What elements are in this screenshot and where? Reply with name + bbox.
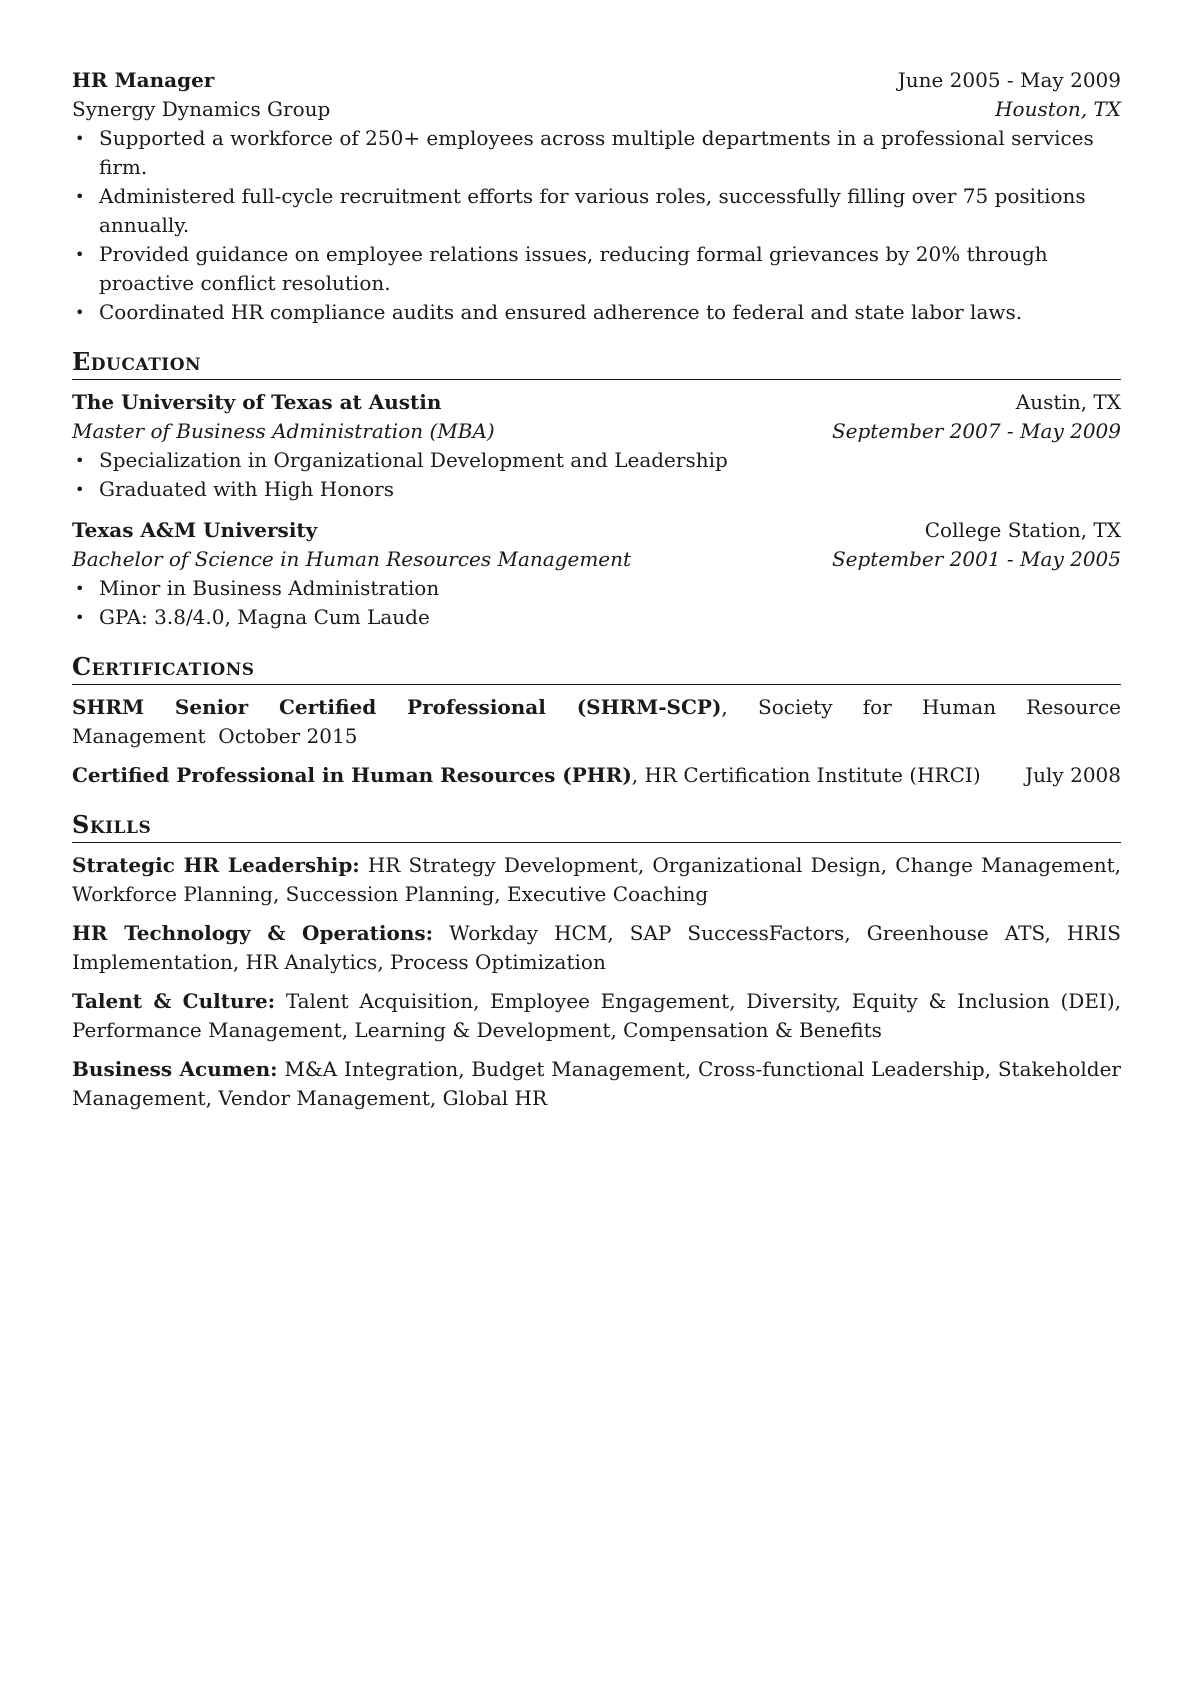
skill-group-text: HR Strategy Development, Organizational Design, Change Management, Workforce Planning, Succession Planning, Executive Coaching bbox=[72, 853, 1121, 906]
list-item: • Provided guidance on employee relations issues, reducing formal grievances by 20% through proactive conflict resolution. bbox=[72, 240, 1121, 298]
school-location: College Station, TX bbox=[924, 518, 1121, 542]
section-heading-skills: Skills bbox=[72, 810, 1121, 843]
education-dates: September 2007 - May 2009 bbox=[831, 419, 1121, 443]
education-section bbox=[72, 347, 1121, 632]
experience-entry bbox=[72, 66, 1121, 327]
skill-group bbox=[72, 1055, 1121, 1113]
job-dates: June 2005 - May 2009 bbox=[897, 68, 1121, 92]
resume-content bbox=[72, 66, 1121, 1123]
skill-group-text: Talent Acquisition, Employee Engagement, Diversity, Equity & Inclusion (DEI), Performance Management, Learning & Development, Compensation & Benefits bbox=[72, 989, 1121, 1042]
skill-group-text: M&A Integration, Budget Management, Cross-functional Leadership, Stakeholder Management, Vendor Management, Global HR bbox=[72, 1057, 1121, 1110]
experience-subheader bbox=[72, 95, 1121, 124]
skill-group bbox=[72, 851, 1121, 909]
list-item: • GPA: 3.8/4.0, Magna Cum Laude bbox=[72, 603, 1121, 632]
school-location: Austin, TX bbox=[1015, 390, 1121, 414]
job-location: Houston, TX bbox=[995, 97, 1121, 121]
education-entry bbox=[72, 516, 1121, 632]
certification-item bbox=[72, 693, 1121, 751]
certification-issuer: , HR Certification Institute (HRCI) bbox=[631, 763, 981, 787]
education-header bbox=[72, 388, 1121, 417]
certification-date: July 2008 bbox=[1025, 763, 1121, 787]
skill-group-label: HR Technology & Operations: bbox=[72, 921, 434, 945]
list-item: • Coordinated HR compliance audits and ensured adherence to federal and state labor laws. bbox=[72, 298, 1121, 327]
school-name: Texas A&M University bbox=[72, 518, 318, 542]
degree-name: Bachelor of Science in Human Resources Management bbox=[72, 547, 632, 571]
certification-name: SHRM Senior Certified Professional (SHRM-SCP) bbox=[72, 695, 722, 719]
section-heading-education: Education bbox=[72, 347, 1121, 380]
company-name: Synergy Dynamics Group bbox=[72, 97, 331, 121]
job-title: HR Manager bbox=[72, 68, 215, 92]
experience-header bbox=[72, 66, 1121, 95]
list-item: • Specialization in Organizational Development and Leadership bbox=[72, 446, 1121, 475]
skill-group bbox=[72, 987, 1121, 1045]
certification-text bbox=[72, 761, 981, 790]
education-entry bbox=[72, 388, 1121, 504]
education-dates: September 2001 - May 2005 bbox=[831, 547, 1121, 571]
experience-bullets bbox=[72, 124, 1121, 327]
skill-group bbox=[72, 919, 1121, 977]
list-item: • Graduated with High Honors bbox=[72, 475, 1121, 504]
skill-group-label: Strategic HR Leadership: bbox=[72, 853, 360, 877]
skill-group-text: Workday HCM, SAP SuccessFactors, Greenhouse ATS, HRIS Implementation, HR Analytics, Process Optimization bbox=[72, 921, 1121, 974]
list-item: • Administered full-cycle recruitment efforts for various roles, successfully filling over 75 positions annually. bbox=[72, 182, 1121, 240]
certification-issuer: , Society for Human Resource Management bbox=[72, 695, 1121, 748]
list-item: • Minor in Business Administration bbox=[72, 574, 1121, 603]
list-item: • Supported a workforce of 250+ employees across multiple departments in a professional services firm. bbox=[72, 124, 1121, 182]
skill-group-label: Talent & Culture: bbox=[72, 989, 276, 1013]
certification-item bbox=[72, 761, 1121, 790]
skills-section bbox=[72, 810, 1121, 1113]
certification-name: Certified Professional in Human Resources (PHR) bbox=[72, 763, 632, 787]
education-bullets bbox=[72, 446, 1121, 504]
degree-name: Master of Business Administration (MBA) bbox=[72, 419, 495, 443]
section-heading-certifications: Certifications bbox=[72, 652, 1121, 685]
education-subheader bbox=[72, 417, 1121, 446]
certifications-section bbox=[72, 652, 1121, 790]
education-subheader bbox=[72, 545, 1121, 574]
education-bullets bbox=[72, 574, 1121, 632]
school-name: The University of Texas at Austin bbox=[72, 390, 442, 414]
certification-date: October 2015 bbox=[218, 724, 358, 748]
skill-group-label: Business Acumen: bbox=[72, 1057, 278, 1081]
education-header bbox=[72, 516, 1121, 545]
